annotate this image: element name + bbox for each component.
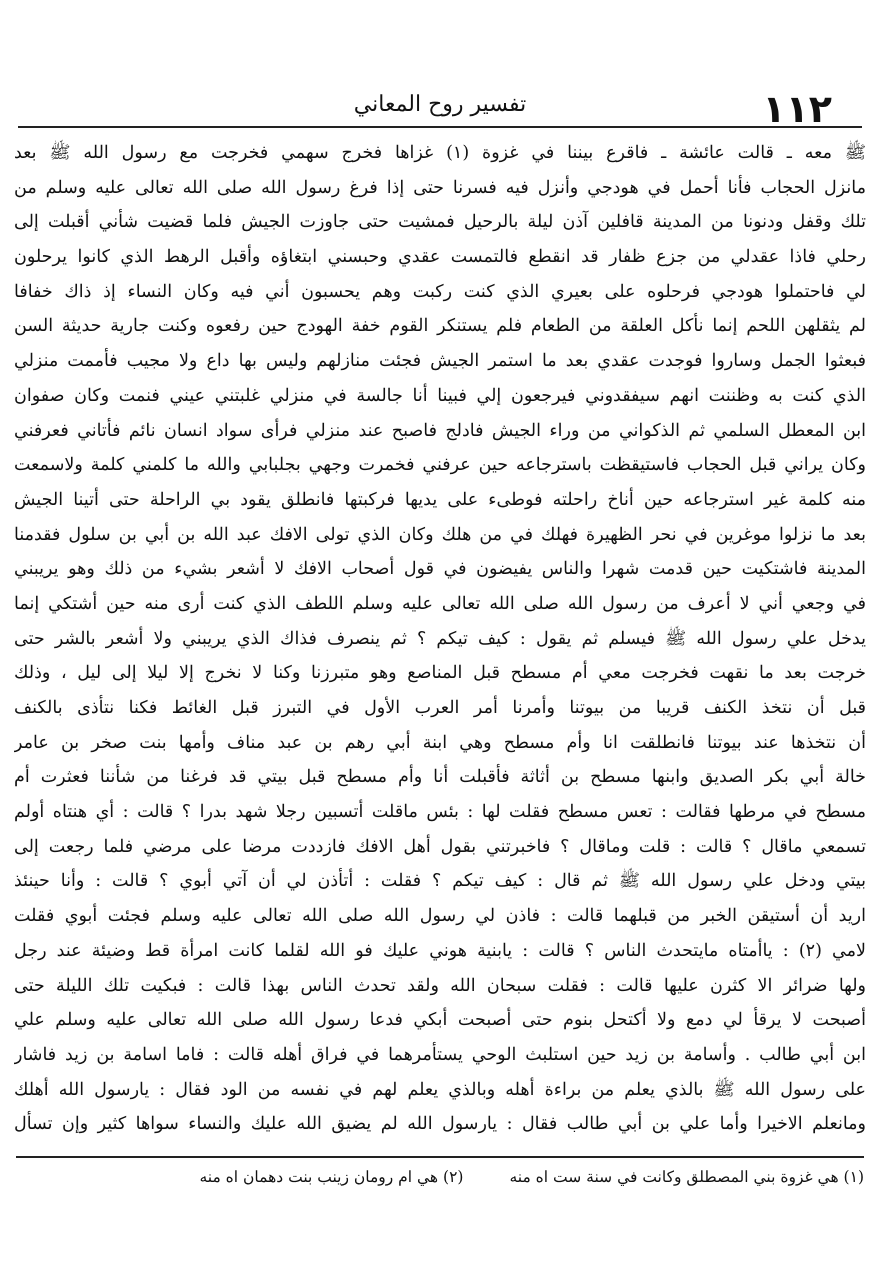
text-line: ﷺ معه ـ قالت عائشة ـ فاقرع بيننا في غزوة (١) غزاها فخرج سهمي فخرجت مع رسول الله ﷺ بعد	[14, 143, 866, 163]
text-line: منه كلمة غير استرجاعه حين أناخ راحلته فوطىء على يديها فركبتها فانطلق يقود بي الراحلة حتى أتينا الجيش	[14, 489, 866, 510]
page-header	[14, 0, 866, 132]
footnote: (١) هي غزوة بني المصطلق وكانت في سنة ست اه منه	[509, 1167, 864, 1186]
text-line: وكان يراني قبل الحجاب فاستيقظت باسترجاعه حين عرفني فخمرت وجهي بجلبابي والله ما كلمني كلمة ولاسمعت	[14, 455, 866, 476]
page-number: ١١٢	[762, 87, 832, 131]
text-line: على رسول الله ﷺ بالذي يعلم من براءة أهله وبالذي يعلم لهم في نفسه من الود فقال : يارسول الله أهلك	[14, 1079, 866, 1100]
text-line: تلك وقفل ودنونا من المدينة قافلين آذن ليلة بالرحيل فمشيت حتى جاوزت الجيش فلما قضيت شأني أقبلت إلى	[14, 212, 866, 233]
text-line: المدينة فاشتكيت حين قدمت شهرا والناس يفيضون في قول أصحاب الافك لا أشعر بشيء من ذلك وهو يريبني	[14, 559, 866, 580]
running-title: تفسير روح المعاني	[353, 92, 527, 117]
text-line: خرجت بعد ما نقهت فخرجت معي أم مسطح قبل المناصع وهو متبرزنا وكنا لا نخرج إلا ليلا إلى ليل ، وذلك	[14, 663, 866, 684]
text-line: ولها ضرائر الا كثرن عليها قالت : فقلت سبحان الله ولقد تحدث الناس بهذا قالت : فبكيت تلك الليلة حتى	[14, 975, 866, 996]
text-line: مسطح في مرطها فقالت : تعس مسطح فقلت لها : بئس ماقلت أتسبين رجلا شهد بدرا ؟ قالت : أي هنتاه أولم	[14, 802, 866, 823]
text-line: أن نتخذها عند بيوتنا فانطلقت انا وأم مسطح وهي ابنة أبي رهم بن عبد مناف وأمها بنت صخر بن عامر	[14, 732, 866, 753]
text-line: تسمعي ماقال ؟ قالت : قلت وماقال ؟ فاخبرتني بقول أهل الافك فازددت مرضا على مرضي فلما رجعت إلى	[14, 836, 866, 857]
footnote-rule	[16, 1156, 864, 1158]
text-line: فبعثوا الجمل وساروا فوجدت عقدي بعد ما استمر الجيش فجئت منازلهم وليس بها داع ولا مجيب فأممت منزلي	[14, 351, 866, 372]
text-line: الذي كنت به وظننت انهم سيفقدوني فيرجعون إلي فبينا أنا جالسة في منزلي غلبتني عيني فنمت وكان صفوان	[14, 385, 866, 406]
text-line: لي فاحتملوا هودجي فرحلوه على بعيري الذي كنت ركبت وهم يحسبون أني فيه وكان النساء إذ ذاك خفافا	[14, 281, 866, 302]
text-line: ابن المعطل السلمي ثم الذكواني من وراء الجيش فادلج فاصبح عند منزلي فرأى سواد انسان نائم فأتاني فعرفني	[14, 420, 866, 441]
text-line: بيتي ودخل علي رسول الله ﷺ ثم قال : كيف تيكم ؟ فقلت : أتأذن لي أن آتي أبوي ؟ قالت : وأنا حينئذ	[14, 871, 866, 892]
text-line: في وجعي أني لا أعرف من رسول الله صلى الله تعالى عليه وسلم اللطف الذي كنت أرى منه حين أشتكي إنما	[14, 593, 866, 614]
text-line: يدخل علي رسول الله ﷺ فيسلم ثم يقول : كيف تيكم ؟ ثم ينصرف فذاك الذي يريبني ولا أشعر بالشر حتى	[14, 628, 866, 649]
text-line: ابن أبي طالب . وأسامة بن زيد حين استلبث الوحي يستأمرهما في فراق أهله قالت : فاما اسامة بن زيد فاشار	[14, 1044, 866, 1065]
text-line: أصبحت لا يرقأ لي دمع ولا أكتحل بنوم حتى أصبحت أبكي فدعا رسول الله صلى الله تعالى عليه وسلم علي	[14, 1010, 866, 1031]
footnotes	[14, 1162, 866, 1192]
text-line: قبل أن نتخذ الكنف قريبا من بيوتنا وأمرنا أمر العرب الأول في التبرز قبل الغائط فكنا نتأذى بالكنف	[14, 698, 866, 718]
text-line: لم يثقلهن اللحم إنما نأكل العلقة من الطعام فلم يستنكر القوم خفة الهودج حين رفعوه وكنت جارية حديثة السن	[14, 316, 866, 337]
text-line: رحلي فاذا عقدلي من جزع ظفار قد انقطع فالتمست عقدي وحبسني ابتغاؤه وأقبل الرهط الذي كانوا يرحلون	[14, 247, 866, 268]
text-line: ومانعلم الاخيرا وأما علي بن أبي طالب فقال : يارسول الله لم يضيق الله عليك والنساء سواها كثير وإن تسأل	[14, 1114, 866, 1135]
text-line: مانزل الحجاب فأنا أحمل في هودجي وأنزل فيه فسرنا حتى إذا فرغ رسول الله صلى الله تعالى عليه وسلم من	[14, 177, 866, 198]
text-line: بعد ما نزلوا موغرين في نحر الظهيرة فهلك في من هلك وكان الذي تولى الافك عبد الله بن أبي بن سلول فقدمنا	[14, 524, 866, 545]
body-text	[14, 136, 866, 1142]
text-line: اريد أن أستيقن الخبر من قبلهما قالت : فاذن لي رسول الله صلى الله تعالى عليه وسلم فجئت أبوي فقلت	[14, 906, 866, 927]
footnote: (٢) هي ام رومان زينب بنت دهمان اه منه	[199, 1167, 464, 1186]
text-line: خالة أبي بكر الصديق وابنها مسطح بن أثاثة فأقبلت أنا وأم مسطح قبل بيتي قد فرغنا من شأننا فعثرت أم	[14, 767, 866, 788]
header-rule	[18, 126, 862, 128]
text-line: لامي (٢) : ياأمتاه مايتحدث الناس ؟ قالت : يابنية هوني عليك فو الله لقلما كانت امرأة قط وضيئة عند رجل	[14, 940, 866, 961]
